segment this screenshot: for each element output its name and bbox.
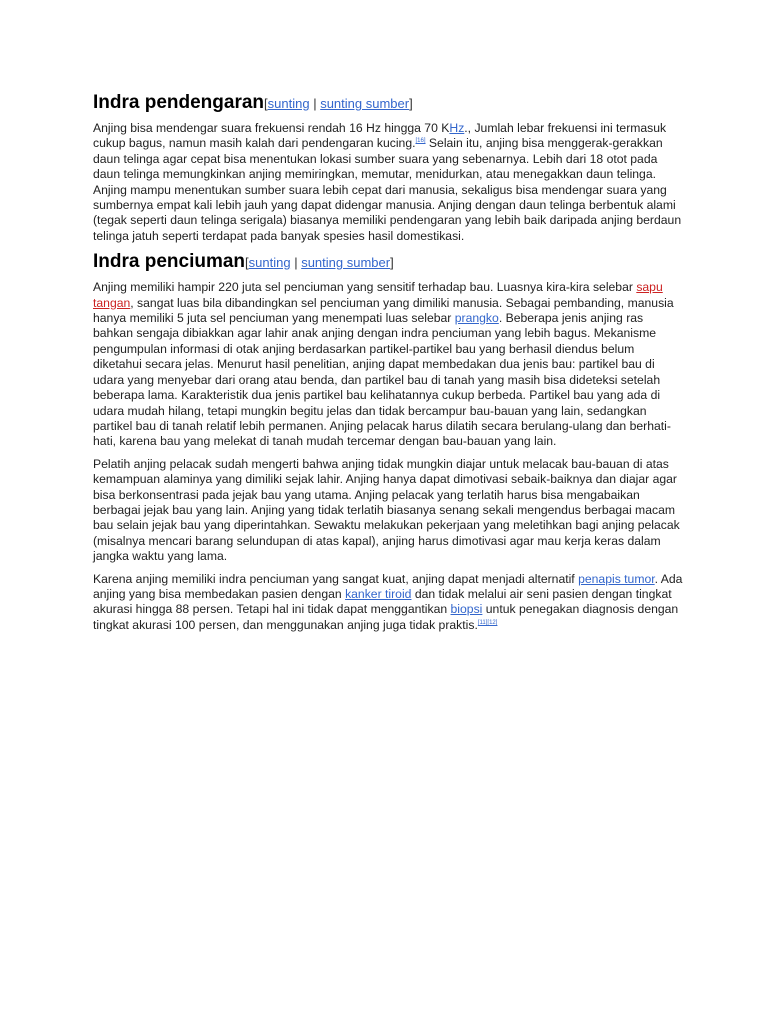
reference-marker [478,620,498,626]
paragraph-smell-1: Anjing memiliki hampir 220 juta sel penciuman yang sensitif terhadap bau. Luasnya kira-kira selebar sapu tangan, sangat luas bila dibandingkan sel penciuman yang dimiliki manusia. Sebagai pembanding, manusia hanya memiliki 5 juta sel penciuman yang menempati luas selebar prangko. Beberapa jenis anjing ras bahkan sengaja dibiakkan agar lahir anak anjing dengan indra penciuman yang lebih bagus. Mekanisme pengumpulan informasi di otak anjing berdasarkan partikel-partikel bau yang berhasil diendus belum diketahui secara jelas. Menurut hasil penelitian, anjing dapat membedakan dua jenis bau: partikel bau di udara yang menyebar dari orang atau benda, dan partikel bau di tanah yang masih bisa dideteksi setelah beberapa lama. Karakteristik dua jenis partikel bau kelihatannya cukup berbeda. Partikel bau yang ada di udara mudah hilang, tetapi mungkin begitu jelas dan tidak bercampur bau-bauan yang lain, sedangkan partikel bau di tanah relatif lebih permanen. Anjing pelacak harus dilatih secara berulang-ulang dan berhati-hati, karena bau yang melekat di tanah mudah tercemar dengan bau-bauan yang lain. [93,280,674,449]
section-title: Indra penciuman [93,251,246,273]
edit-links: [sunting | sunting sumber] [245,255,394,271]
biopsi-link[interactable]: biopsi [450,602,483,617]
section-title: Indra pendengaran [93,92,265,113]
edit-source-link[interactable]: sunting sumber [320,96,410,111]
edit-link[interactable]: sunting [248,255,291,271]
section-heading-smell [93,249,683,276]
reference-marker [416,138,426,144]
section-heading-hearing [93,90,683,117]
edit-link[interactable]: sunting [267,96,310,111]
hz-link[interactable]: Hz [449,121,465,135]
edit-source-link[interactable]: sunting sumber [301,255,391,271]
paragraph-smell-3: Karena anjing memiliki indra penciuman yang sangat kuat, anjing dapat menjadi alternatif penapis tumor. Ada anjing yang bisa membedakan pasien dengan kanker tiroid dan tidak melalui air seni pasien dengan tingkat akurasi hingga 88 persen. Tetapi hal ini tidak dapat menggantikan biopsi untuk penegakan diagnosis dengan tingkat akurasi 100 persen, dan menggunakan anjing juga tidak praktis.[11][12] [93,571,683,632]
paragraph-smell-2: Pelatih anjing pelacak sudah mengerti bahwa anjing tidak mungkin diajar untuk melacak bau-bauan di atas kemampuan alaminya yang dimiliki sejak lahir. Anjing hanya dapat dimotivasi sebaik-baiknya dan diajar agar bisa berkonsentrasi pada jejak bau yang utama. Anjing pelacak yang terlatih harus bisa mengabaikan berbagai jejak bau yang lain. Anjing yang tidak terlatih biasanya senang sekali mengendus berbagai macam bau selain jejak bau yang diperintahkan. Sewaktu melakukan pekerjaan yang meletihkan bagi anjing pelacak (misalnya mencari barang selundupan di atas kapal), anjing harus dimotivasi agar mau kerja keras dalam jangka waktu yang lama. [93,456,680,564]
prangko-link[interactable]: prangko [454,311,499,326]
edit-links: [sunting | sunting sumber] [264,96,413,111]
sapu-tangan-link[interactable]: sapu tangan [93,280,663,310]
article-content [93,90,683,633]
penapis-tumor-link[interactable]: penapis tumor [578,571,655,586]
reference-link[interactable]: [16] [415,138,426,145]
kanker-tiroid-link[interactable]: kanker tiroid [345,586,412,601]
paragraph-hearing: Anjing bisa mendengar suara frekuensi rendah 16 Hz hingga 70 KHz., Jumlah lebar frekuensi ini termasuk cukup bagus, namun masih kalah dari pendengaran kucing.[16] Selain itu, anjing bisa menggerak-gerakkan daun telinga agar cepat bisa menentukan lokasi sumber suara yang sebenarnya. Lebih dari 18 otot pada daun telinga memungkinkan anjing memiringkan, memutar, menidurkan, atau menegakkan daun telinga. Anjing mampu menentukan sumber suara lebih cepat dari manusia, sekaligus bisa mendengar suara yang sumbernya empat kali lebih jauh yang dapat didengar manusia. Anjing dengan daun telinga berbentuk alami (tegak seperti daun telinga serigala) biasanya memiliki pendengaran yang lebih baik daripada anjing berdaun telinga jatuh seperti terdapat pada banyak spesies hasil domestikasi. [93,121,682,243]
reference-link[interactable]: [11][12] [477,619,498,626]
